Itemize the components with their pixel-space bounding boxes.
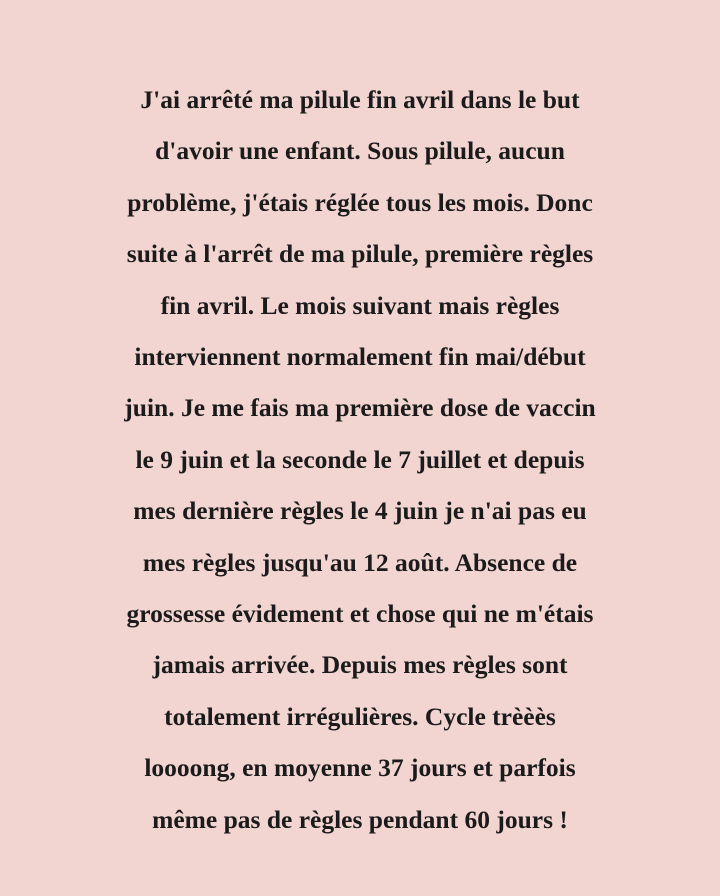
testimony-line: même pas de règles pendant 60 jours !: [152, 804, 568, 834]
testimony-line: J'ai arrêté ma pilule fin avril dans le but: [140, 85, 580, 114]
testimony-line: mes dernière règles le 4 juin je n'ai pas eu: [133, 496, 587, 526]
testimony-line: totalement irrégulières. Cycle trèèès: [164, 701, 556, 731]
testimony-line: fin avril. Le mois suivant mais règles: [160, 290, 560, 320]
testimony-line: d'avoir une enfant. Sous pilule, aucun: [155, 136, 565, 166]
testimony-line: jamais arrivée. Depuis mes règles sont: [152, 650, 568, 680]
testimony-line: le 9 juin et la seconde le 7 juillet et depuis: [135, 444, 585, 474]
testimony-line: loooong, en moyenne 37 jours et parfois: [144, 753, 576, 783]
testimony-line: grossesse évidement et chose qui ne m'étais: [126, 599, 594, 629]
testimony-line: problème, j'étais réglée tous les mois. Donc: [127, 187, 593, 217]
testimony-line: juin. Je me fais ma première dose de vaccin: [124, 393, 596, 423]
testimony-line: mes règles jusqu'au 12 août. Absence de: [142, 547, 578, 577]
testimony-text: [60, 74, 660, 845]
testimony-line: suite à l'arrêt de ma pilule, première règles: [126, 239, 594, 269]
testimony-line: interviennent normalement fin mai/début: [134, 342, 586, 372]
